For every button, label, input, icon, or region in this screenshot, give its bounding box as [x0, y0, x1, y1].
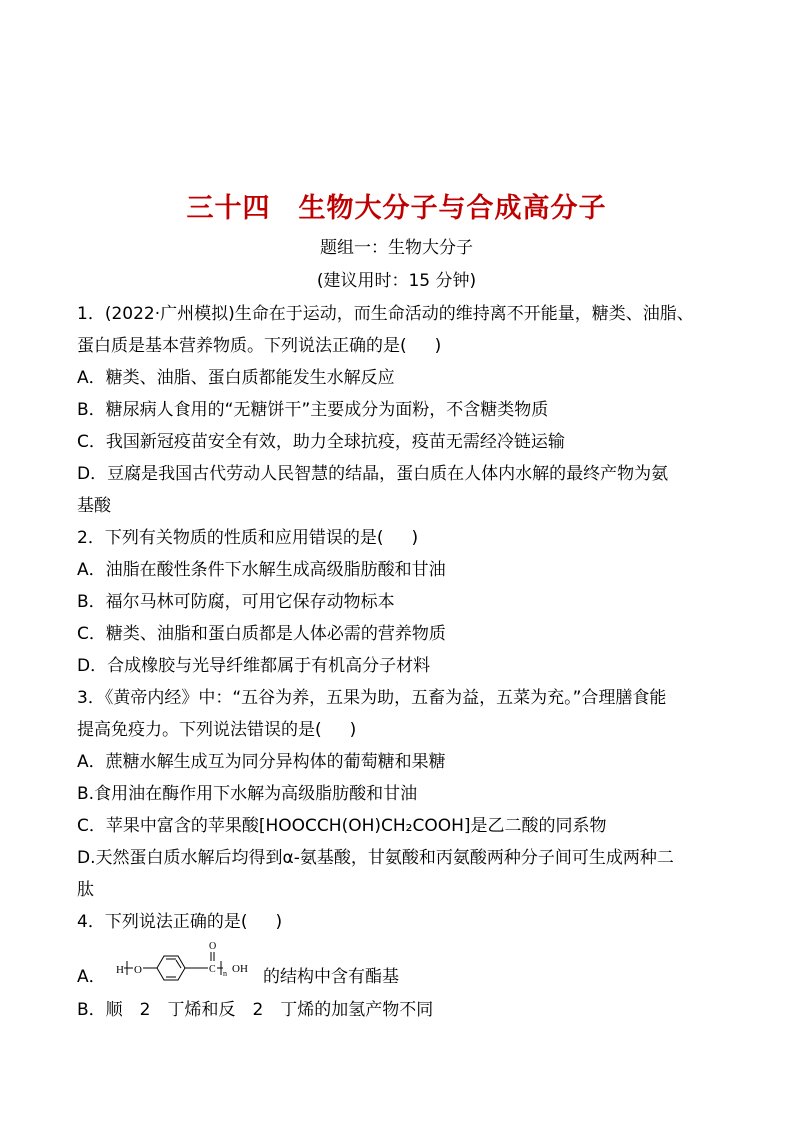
- q2-stem-text: 2．下列有关物质的性质和应用错误的是(: [77, 528, 384, 548]
- q3-stem-text: 提高免疫力。下列说法错误的是(: [77, 720, 322, 740]
- structure-diagram: [113, 940, 263, 986]
- struct-c-label: C: [209, 964, 216, 975]
- q3-option-b: B.食用油在酶作用下水解为高级脂肪酸和甘油: [77, 784, 418, 804]
- struct-o-label: O: [134, 964, 142, 976]
- q3-stem-line1: 3．《黄帝内经》中：“五谷为养，五果为助，五畜为益，五菜为充。”合理膳食能: [77, 688, 667, 708]
- q1-close-paren: ): [434, 336, 442, 356]
- q3-stem-line2: [77, 715, 356, 740]
- q4-stem-text: 4．下列说法正确的是(: [77, 912, 248, 932]
- struct-top-o-label: O: [209, 941, 217, 952]
- q2-option-a: A．油脂在酸性条件下水解生成高级脂肪酸和甘油: [77, 560, 446, 580]
- struct-n-subscript: n: [223, 969, 227, 978]
- q4-stem: [77, 907, 282, 932]
- q1-stem-text: 蛋白质是基本营养物质。下列说法正确的是(: [77, 336, 407, 356]
- subtitle: 题组一：生物大分子: [320, 238, 473, 258]
- time-note: (建议用时：15 分钟): [316, 271, 477, 291]
- q2-option-d: D．合成橡胶与光导纤维都属于有机高分子材料: [77, 656, 431, 676]
- q2-close-paren: ): [411, 528, 419, 548]
- q1-stem-line2: [77, 331, 441, 356]
- q1-option-a: A．糖类、油脂、蛋白质都能发生水解反应: [77, 368, 395, 388]
- q4-option-a-label: A．: [77, 967, 106, 987]
- benzene-double-bond-3: [176, 960, 181, 968]
- struct-h-label: H: [116, 964, 124, 976]
- q2-stem: [77, 523, 418, 548]
- q2-option-c: C．糖类、油脂和蛋白质都是人体必需的营养物质: [77, 624, 446, 644]
- q3-option-d-line2: 肽: [77, 880, 94, 900]
- page-title: 三十四 生物大分子与合成高分子: [186, 193, 607, 224]
- q4-option-a-text: 的结构中含有酯基: [263, 967, 399, 987]
- q3-option-d-line1: D.天然蛋白质水解后均得到α-氨基酸，甘氨酸和丙氨酸两种分子间可生成两种二: [77, 848, 674, 868]
- q1-stem-line1: 1．(2022·广州模拟)生命在于运动，而生命活动的维持离不开能量，糖类、油脂、: [77, 304, 694, 324]
- q4-close-paren: ): [275, 912, 283, 932]
- q3-option-c: C．苹果中富含的苹果酸[HOOCCH(OH)CH₂COOH]是乙二酸的同系物: [77, 816, 607, 836]
- polymer-structure-formula: [113, 940, 263, 986]
- q2-option-b: B．福尔马林可防腐，可用它保存动物标本: [77, 592, 395, 612]
- q4-option-b: B．顺 2 丁烯和反 2 丁烯的加氢产物不同: [77, 1000, 434, 1020]
- q3-close-paren: ): [349, 720, 357, 740]
- q1-option-d-line2: 基酸: [77, 496, 111, 516]
- struct-oh-label: OH: [232, 963, 248, 975]
- q3-option-a: A．蔗糖水解生成互为同分异构体的葡萄糖和果糖: [77, 752, 446, 772]
- q1-option-b: B．糖尿病人食用的“无糖饼干”主要成分为面粉，不含糖类物质: [77, 400, 549, 420]
- q1-option-d-line1: D．豆腐是我国古代劳动人民智慧的结晶，蛋白质在人体内水解的最终产物为氨: [77, 464, 669, 484]
- q1-option-c: C．我国新冠疫苗安全有效，助力全球抗疫，疫苗无需经冷链运输: [77, 432, 565, 452]
